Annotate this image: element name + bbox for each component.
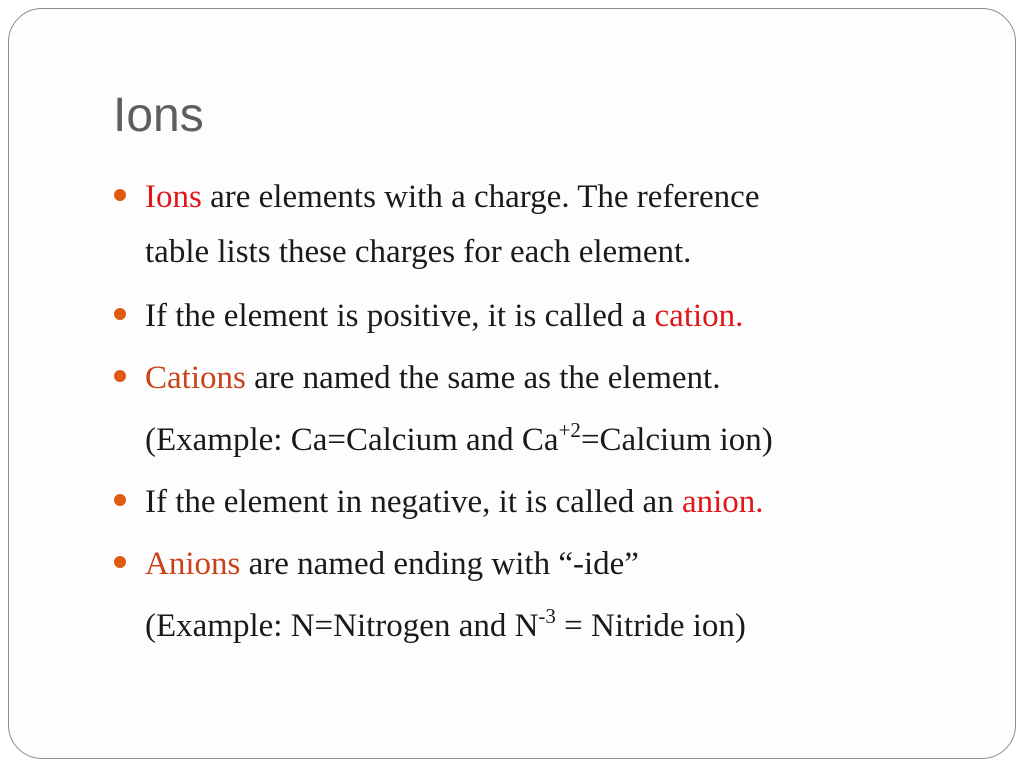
example-text: (Example: Ca=Calcium and Ca bbox=[145, 422, 559, 458]
term-anion: anion. bbox=[681, 484, 764, 520]
bullet-dot-icon bbox=[114, 308, 126, 320]
bullet-line-continuation: table lists these charges for each element. bbox=[145, 234, 692, 270]
example-line bbox=[145, 413, 974, 468]
bullet-dot-icon bbox=[114, 370, 126, 382]
term-cation: cation. bbox=[654, 298, 744, 334]
bullet-line bbox=[145, 475, 974, 530]
bullet-item-anion bbox=[114, 475, 974, 530]
bullet-dot-icon bbox=[114, 494, 126, 506]
example-text: (Example: N=Nitrogen and N bbox=[145, 608, 539, 644]
example-text: =Calcium ion) bbox=[580, 422, 773, 458]
bullet-line bbox=[145, 537, 974, 592]
bullet-item-anions-naming bbox=[114, 537, 974, 592]
bullet-text: If the element is positive, it is called a bbox=[145, 298, 655, 334]
bullet-line bbox=[145, 289, 974, 344]
bullet-dot-icon bbox=[114, 189, 126, 201]
bullet-text: are named ending with “-ide” bbox=[240, 546, 639, 582]
term-ions: Ions bbox=[145, 179, 202, 215]
term-cations: Cations bbox=[145, 360, 246, 396]
example-line bbox=[145, 599, 974, 654]
example-nitrogen bbox=[114, 599, 974, 654]
bullet-text: If the element in negative, it is called an bbox=[145, 484, 682, 520]
example-text: = Nitride ion) bbox=[555, 608, 746, 644]
bullet-item-ions-definition bbox=[114, 170, 974, 280]
charge-superscript: -3 bbox=[538, 604, 556, 628]
bullet-item-cations-naming bbox=[114, 351, 974, 406]
bullet-line bbox=[145, 170, 974, 225]
slide-title: Ions bbox=[113, 89, 204, 142]
bullet-item-cation bbox=[114, 289, 974, 344]
bullet-line bbox=[145, 351, 974, 406]
term-anions: Anions bbox=[145, 546, 241, 582]
example-calcium bbox=[114, 413, 974, 468]
bullet-text: are named the same as the element. bbox=[245, 360, 721, 396]
bullet-dot-icon bbox=[114, 556, 126, 568]
bullet-text: are elements with a charge. The reference bbox=[201, 179, 760, 215]
charge-superscript: +2 bbox=[558, 418, 581, 442]
bullet-list bbox=[114, 170, 974, 654]
